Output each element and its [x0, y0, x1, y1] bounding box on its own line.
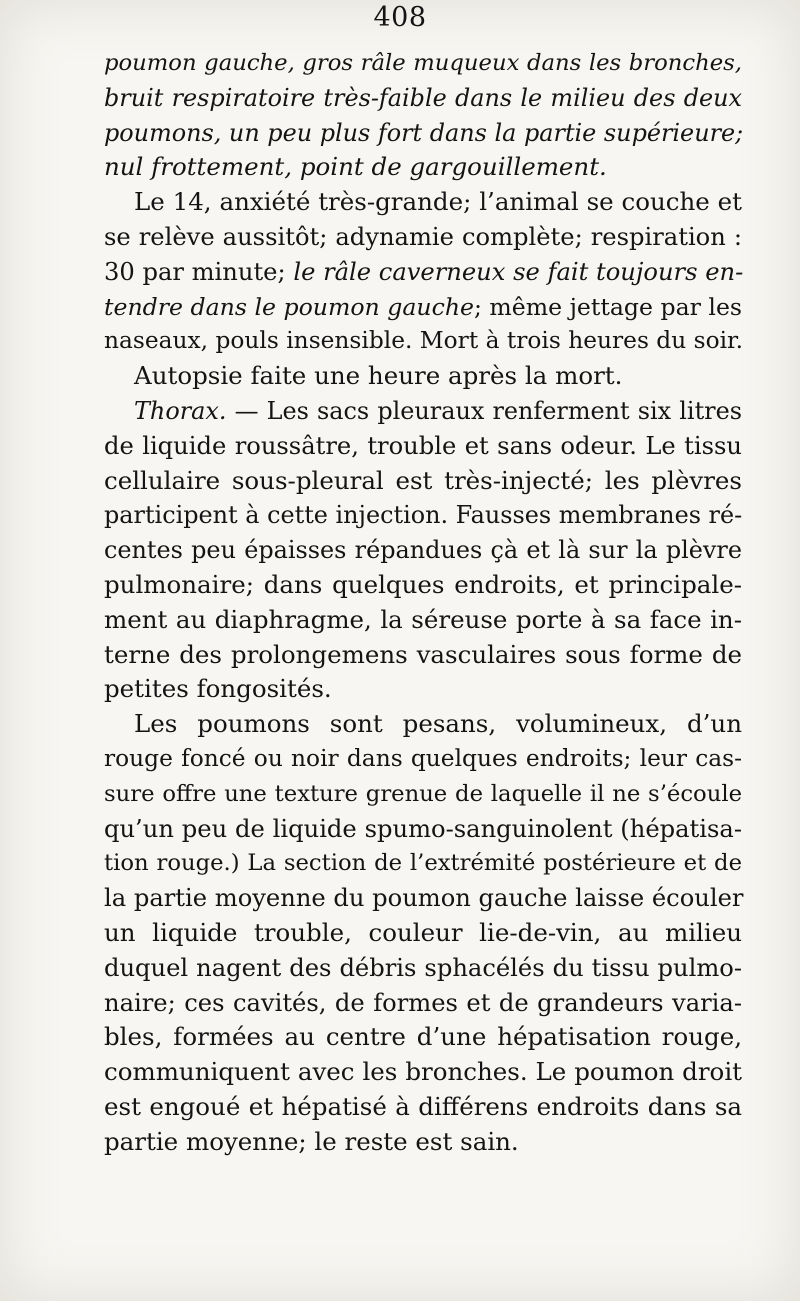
text-segment: est engoué et hépatisé à différens endroits dans sa: [104, 1091, 742, 1121]
text-line: [104, 916, 742, 951]
italic-text-segment: Thorax.: [134, 396, 227, 425]
text-segment: bles, formées au centre d’une hépatisation rouge,: [104, 1022, 742, 1052]
text-line: [104, 986, 742, 1021]
text-line: [104, 429, 742, 464]
text-line: [104, 777, 742, 812]
text-segment: 30 par minute;: [104, 257, 294, 286]
text-segment: qu’un peu de liquide spumo-sanguinolent (hépatisa-: [104, 814, 742, 843]
italic-text-segment: nul frottement, point de gargouillement.: [104, 152, 607, 182]
text-line: [104, 951, 742, 986]
text-segment: — Les sacs pleuraux renferment six litres: [226, 396, 742, 425]
text-segment: naire; ces cavités, de formes et de grandeurs varia-: [104, 988, 742, 1017]
text-line: [104, 1125, 742, 1160]
text-segment: Le 14, anxiété très-grande; l’animal se couche et: [134, 187, 742, 217]
text-line: [104, 1055, 742, 1090]
text-segment: duquel nagent des débris sphacélés du tissu pulmo-: [104, 953, 742, 982]
text-line: [104, 359, 742, 394]
text-line: [104, 290, 742, 325]
text-segment: Les poumons sont pesans, volumineux, d’un: [134, 709, 742, 739]
text-line: [104, 1020, 742, 1055]
text-line: [104, 220, 742, 255]
text-segment: centes peu épaisses répandues çà et là sur la plèvre: [104, 536, 742, 565]
text-segment: rouge foncé ou noir dans quelques endroits; leur cas-: [104, 744, 742, 772]
text-segment: un liquide trouble, couleur lie-de-vin, au milieu: [104, 917, 742, 947]
text-line: [104, 255, 742, 290]
italic-text-segment: poumons, un peu plus fort dans la partie supérieure;: [104, 118, 744, 147]
text-line: [104, 1090, 742, 1125]
text-line: [104, 812, 742, 847]
italic-text-segment: tendre dans le poumon gauche: [104, 292, 474, 321]
text-segment: se relève aussitôt; adynamie complète; respiration :: [104, 222, 742, 251]
text-line: [104, 324, 742, 359]
text-segment: ; même jettage par les: [473, 292, 743, 321]
text-segment: terne des prolongemens vasculaires sous forme de: [104, 639, 742, 669]
page-number: 408: [373, 2, 427, 33]
text-segment: sure offre une texture grenue de laquelle il ne s’écoule: [104, 780, 742, 807]
text-line: [104, 568, 742, 603]
italic-text-segment: poumon gauche, gros râle muqueux dans les bronches,: [104, 50, 742, 76]
text-line: [104, 603, 742, 638]
text-line: [104, 707, 742, 742]
text-segment: naseaux, pouls insensible. Mort à trois heures du soir.: [104, 327, 744, 355]
italic-text-segment: le râle caverneux se fait toujours en-: [293, 257, 744, 286]
text-line: [104, 498, 742, 533]
text-segment: de liquide roussâtre, trouble et sans odeur. Le tissu: [104, 431, 742, 460]
text-line: [104, 150, 742, 185]
text-line: [104, 46, 742, 81]
text-segment: participent à cette injection. Fausses membranes ré-: [104, 501, 743, 530]
text-line: [104, 464, 742, 499]
text-line: [104, 116, 742, 151]
text-segment: communiquent avec les bronches. Le poumon droit: [104, 1057, 742, 1087]
text-line: [104, 185, 742, 220]
text-line: [104, 638, 742, 673]
text-segment: pulmonaire; dans quelques endroits, et principale-: [104, 569, 742, 599]
text-line: [104, 742, 742, 777]
text-line: [104, 672, 742, 707]
text-line: [104, 846, 742, 881]
text-segment: partie moyenne; le reste est sain.: [104, 1126, 519, 1156]
text-line: [104, 81, 742, 116]
body-text: [104, 46, 742, 1160]
text-segment: cellulaire sous-pleural est très-injecté; les plèvres: [104, 465, 742, 495]
text-line: [104, 394, 742, 429]
text-line: [104, 533, 742, 568]
italic-text-segment: bruit respiratoire très-faible dans le milieu des deux: [104, 83, 742, 112]
text-segment: ment au diaphragme, la séreuse porte à sa face in-: [104, 604, 742, 634]
text-line: [104, 881, 742, 916]
text-segment: tion rouge.) La section de l’extrémité postérieure et de: [104, 850, 742, 877]
text-segment: la partie moyenne du poumon gauche laisse écouler: [104, 884, 744, 913]
text-segment: Autopsie faite une heure après la mort.: [134, 361, 623, 391]
text-segment: petites fongosités.: [104, 674, 332, 704]
